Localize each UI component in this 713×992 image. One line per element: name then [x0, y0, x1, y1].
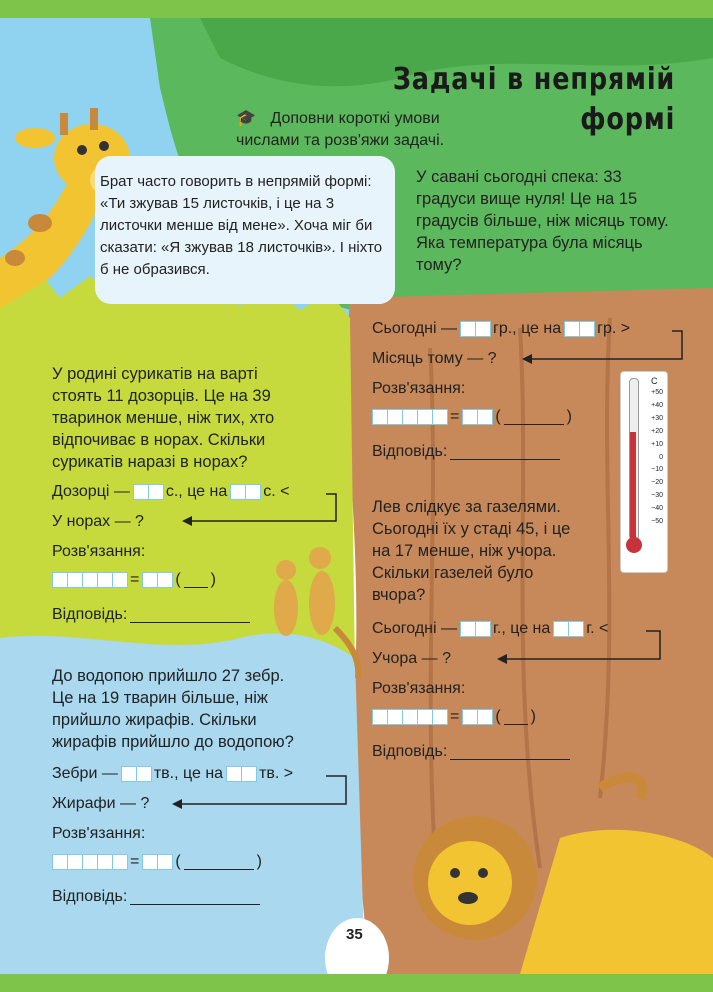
task-savanna-answer: Відповідь: [372, 443, 560, 461]
task-meerkats-row1: Дозорці — с., це на с. < [52, 483, 290, 500]
solution-label: Розв'язання: [52, 543, 146, 560]
solution-label: Розв'язання: [372, 680, 466, 697]
thermometer-tick-label: 0 [659, 453, 663, 461]
task-savanna-row1: Сьогодні — гр., це на гр. > [372, 320, 631, 337]
task-savanna-text: У савані сьогодні спека: 33 градуси вище нуля! Це на 15 градусів більше, ніж місяць тому. Яка температура була місяць тому? [416, 168, 669, 274]
page-title: Задачі в непрямій формі [392, 62, 675, 137]
task-savanna-solution: = ( ) [372, 408, 572, 426]
task-savanna-row2: Місяць тому — ? [372, 350, 497, 367]
solution-label: Розв'язання: [52, 825, 146, 842]
thermometer-tick-label: +40 [651, 401, 663, 409]
graduation-cap-icon: 🎓 [236, 110, 256, 127]
thermometer-tick-label: +10 [651, 440, 663, 448]
task-zebras-text: До водопою прийшло 27 зебр. Це на 19 тварин більше, ніж прийшло жирафів. Скільки жирафів прийшло до водопою? [52, 667, 294, 751]
instruction: 🎓 Доповни короткі умови числами та розв'яжи задачі. [236, 110, 445, 149]
thermometer-tick-label: −50 [651, 518, 663, 526]
page-number: 35 [346, 926, 363, 943]
thermometer-tick-label: −40 [651, 505, 663, 513]
task-lion-solution: = ( ) [372, 708, 536, 726]
task-meerkats-answer: Відповідь: [52, 606, 250, 624]
task-meerkats-solution: = ( ) [52, 571, 216, 589]
task-zebras-solution: = ( ) [52, 853, 262, 871]
thermometer-unit: C [651, 376, 658, 386]
worksheet-page [0, 18, 713, 974]
thermometer-tick-label: −30 [651, 492, 663, 500]
task-meerkats-row2: У норах — ? [52, 513, 144, 530]
task-lion-row1: Сьогодні — г., це на г. < [372, 620, 609, 637]
task-lion-answer: Відповідь: [372, 743, 570, 761]
relation-arrows [0, 18, 713, 974]
task-lion-text: Лев слідкує за газелями. Сьогодні їх у стаді 45, і це на 17 менше, ніж учора. Скільки газелей було вчора? [372, 498, 571, 604]
task-lion-row2: Учора — ? [372, 650, 451, 667]
thermometer-tick-label: +30 [651, 414, 663, 422]
task-meerkats-text: У родині сурикатів на варті стоять 11 дозорців. Це на 39 тваринок менше, ніж тих, хто відпочиває в норах. Скільки сурикатів наразі в норах? [52, 365, 275, 471]
thermometer-tick-label: −10 [651, 466, 663, 474]
solution-label: Розв'язання: [372, 380, 466, 397]
task-zebras-row1: Зебри — тв., це на тв. > [52, 765, 294, 782]
thermometer-tick-label: +50 [651, 389, 663, 396]
task-zebras-row2: Жирафи — ? [52, 795, 150, 812]
task-zebras-answer: Відповідь: [52, 888, 260, 906]
thermometer-tick-label: +20 [651, 427, 663, 435]
thermometer-tick-label: −20 [651, 479, 663, 487]
speech-bubble-text: Брат часто говорить в непрямій формі: «Ти зжував 15 листочків, і це на 3 листочки менше від мене». Хоча міг би сказати: «Я зжував 18 листочків». І ніхто б не образився. [100, 173, 383, 278]
